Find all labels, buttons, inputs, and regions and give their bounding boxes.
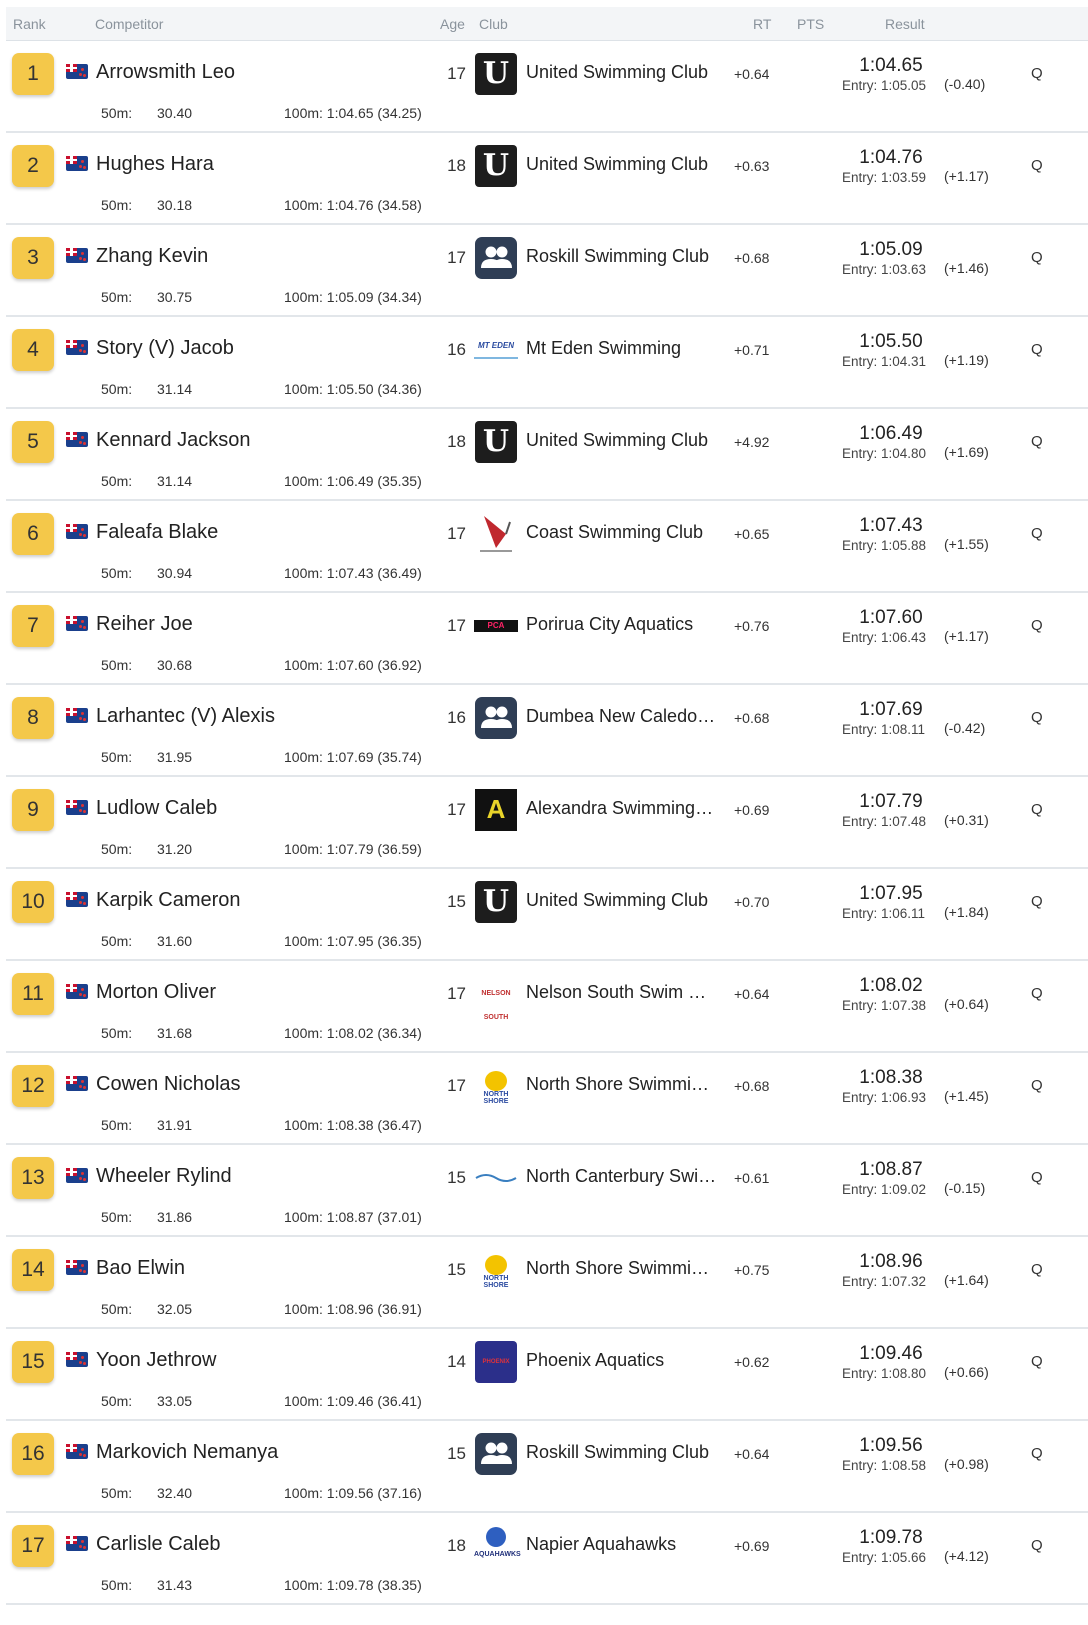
split-50-value: 30.18 bbox=[157, 197, 193, 213]
header-rank[interactable]: Rank bbox=[13, 16, 46, 32]
split-100: 100m: 1:08.02 (36.34) bbox=[284, 1025, 422, 1041]
people-placeholder-icon bbox=[475, 697, 517, 739]
nz-flag-icon bbox=[66, 432, 88, 447]
reaction-time: +0.69 bbox=[734, 802, 770, 818]
result-time: 1:09.46 bbox=[859, 1343, 923, 1364]
nz-flag-icon bbox=[66, 1444, 88, 1459]
rank-badge: 5 bbox=[12, 421, 54, 463]
competitor-name[interactable]: Ludlow Caleb bbox=[96, 797, 218, 819]
qualified-badge: Q bbox=[1031, 433, 1043, 450]
rank-badge: 7 bbox=[12, 605, 54, 647]
rank-badge: 4 bbox=[12, 329, 54, 371]
split-100: 100m: 1:04.65 (34.25) bbox=[284, 105, 422, 121]
reaction-time: +0.70 bbox=[734, 894, 770, 910]
header-result[interactable]: Result bbox=[885, 16, 925, 32]
entry-time: Entry: 1:06.43 bbox=[842, 630, 927, 645]
table-row[interactable] bbox=[6, 1145, 1088, 1237]
table-row[interactable] bbox=[6, 1053, 1088, 1145]
result-time: 1:09.56 bbox=[859, 1435, 923, 1456]
rank-badge: 11 bbox=[12, 973, 54, 1015]
club-name[interactable]: Roskill Swimming Club bbox=[526, 246, 710, 266]
entry-time: Entry: 1:07.38 bbox=[842, 998, 927, 1013]
qualified-badge: Q bbox=[1031, 1537, 1043, 1554]
nz-flag-icon bbox=[66, 524, 88, 539]
competitor-age: 16 bbox=[447, 708, 466, 727]
entry-diff: (+1.45) bbox=[944, 1088, 989, 1104]
entry-diff: (+1.69) bbox=[944, 444, 989, 460]
table-row[interactable] bbox=[6, 1237, 1088, 1329]
reaction-time: +0.64 bbox=[734, 986, 770, 1002]
napier-logo-text: AQUAHAWKS bbox=[474, 1551, 521, 1558]
north-shore-logo-icon bbox=[475, 1069, 517, 1103]
qualified-badge: Q bbox=[1031, 341, 1043, 358]
split-100: 100m: 1:06.49 (35.35) bbox=[284, 473, 422, 489]
split-100: 100m: 1:09.56 (37.16) bbox=[284, 1485, 422, 1501]
split-100: 100m: 1:05.09 (34.34) bbox=[284, 289, 422, 305]
competitor-name[interactable]: Story (V) Jacob bbox=[96, 337, 234, 359]
competitor-name[interactable]: Yoon Jethrow bbox=[96, 1349, 217, 1371]
nz-flag-icon bbox=[66, 1076, 88, 1091]
reaction-time: +0.62 bbox=[734, 1354, 770, 1370]
entry-diff: (+0.64) bbox=[944, 996, 989, 1012]
result-time: 1:08.02 bbox=[859, 975, 923, 996]
competitor-name[interactable]: Zhang Kevin bbox=[96, 245, 209, 267]
club-name[interactable]: Coast Swimming Club bbox=[526, 522, 704, 542]
split-100: 100m: 1:05.50 (34.36) bbox=[284, 381, 422, 397]
united-logo-icon: U bbox=[475, 421, 517, 463]
split-50-label: 50m: bbox=[101, 381, 133, 397]
entry-diff: (+1.17) bbox=[944, 168, 989, 184]
reaction-time: +0.61 bbox=[734, 1170, 770, 1186]
entry-time: Entry: 1:08.11 bbox=[842, 722, 926, 737]
result-time: 1:08.96 bbox=[859, 1251, 923, 1272]
result-time: 1:04.65 bbox=[859, 55, 923, 76]
split-100: 100m: 1:09.78 (38.35) bbox=[284, 1577, 422, 1593]
split-100: 100m: 1:07.69 (35.74) bbox=[284, 749, 422, 765]
competitor-name[interactable]: Faleafa Blake bbox=[96, 521, 219, 543]
split-100: 100m: 1:07.95 (36.35) bbox=[284, 933, 422, 949]
united-logo-icon: U bbox=[475, 881, 517, 923]
split-100: 100m: 1:08.96 (36.91) bbox=[284, 1301, 422, 1317]
reaction-time: +0.64 bbox=[734, 66, 770, 82]
competitor-name[interactable]: Carlisle Caleb bbox=[96, 1533, 221, 1555]
split-50-value: 33.05 bbox=[157, 1393, 193, 1409]
club-logo-icon bbox=[474, 972, 518, 1021]
split-50-label: 50m: bbox=[101, 1209, 133, 1225]
entry-diff: (+1.19) bbox=[944, 352, 989, 368]
club-name[interactable]: Nelson South Swim … bbox=[526, 982, 707, 1002]
nz-flag-icon bbox=[66, 984, 88, 999]
nelson-south-logo-icon: NELSON SOUTH bbox=[481, 990, 511, 1021]
nz-flag-icon bbox=[66, 708, 88, 723]
split-50-label: 50m: bbox=[101, 1117, 133, 1133]
competitor-age: 17 bbox=[447, 1076, 466, 1095]
rank-badge: 2 bbox=[12, 145, 54, 187]
split-100: 100m: 1:09.46 (36.41) bbox=[284, 1393, 422, 1409]
split-50-label: 50m: bbox=[101, 657, 133, 673]
qualified-badge: Q bbox=[1031, 65, 1043, 82]
split-50-label: 50m: bbox=[101, 1485, 133, 1501]
entry-time: Entry: 1:04.31 bbox=[842, 354, 927, 369]
competitor-age: 15 bbox=[447, 1260, 466, 1279]
results-rows bbox=[6, 41, 1088, 1605]
table-row[interactable] bbox=[6, 501, 1088, 593]
reaction-time: +0.68 bbox=[734, 1078, 770, 1094]
reaction-time: +0.68 bbox=[734, 250, 770, 266]
split-50-label: 50m: bbox=[101, 565, 133, 581]
result-time: 1:07.79 bbox=[859, 791, 923, 812]
result-time: 1:05.50 bbox=[859, 331, 923, 352]
club-logo-icon bbox=[474, 52, 518, 96]
nz-flag-icon bbox=[66, 1352, 88, 1367]
competitor-age: 16 bbox=[447, 340, 466, 359]
club-logo-icon bbox=[474, 1248, 518, 1292]
entry-diff: (-0.15) bbox=[944, 1180, 986, 1196]
coast-logo-icon bbox=[476, 512, 516, 556]
split-100: 100m: 1:07.60 (36.92) bbox=[284, 657, 422, 673]
split-100: 100m: 1:08.87 (37.01) bbox=[284, 1209, 422, 1225]
competitor-name[interactable]: Arrowsmith Leo bbox=[96, 61, 235, 83]
entry-diff: (+0.98) bbox=[944, 1456, 989, 1472]
header-age[interactable]: Age bbox=[440, 16, 465, 32]
club-logo-icon bbox=[474, 1432, 518, 1476]
nz-flag-icon bbox=[66, 64, 88, 79]
club-logo-icon bbox=[474, 420, 518, 464]
entry-diff: (+0.31) bbox=[944, 812, 989, 828]
united-logo-icon: U bbox=[475, 145, 517, 187]
result-time: 1:08.87 bbox=[859, 1159, 923, 1180]
competitor-age: 17 bbox=[447, 984, 466, 1003]
entry-time: Entry: 1:03.59 bbox=[842, 170, 927, 185]
table-header bbox=[6, 7, 1088, 41]
reaction-time: +0.64 bbox=[734, 1446, 770, 1462]
alexandra-logo-icon: A bbox=[475, 789, 517, 831]
rank-badge: 8 bbox=[12, 697, 54, 739]
competitor-name[interactable]: Bao Elwin bbox=[96, 1257, 185, 1279]
split-50-label: 50m: bbox=[101, 1393, 133, 1409]
reaction-time: +0.69 bbox=[734, 1538, 770, 1554]
split-50-label: 50m: bbox=[101, 1025, 133, 1041]
rank-badge: 14 bbox=[12, 1249, 54, 1291]
table-row[interactable] bbox=[6, 1421, 1088, 1513]
table-row[interactable] bbox=[6, 133, 1088, 225]
qualified-badge: Q bbox=[1031, 1261, 1043, 1278]
entry-diff: (+0.66) bbox=[944, 1364, 989, 1380]
split-50-label: 50m: bbox=[101, 473, 133, 489]
result-time: 1:05.09 bbox=[859, 239, 923, 260]
entry-time: Entry: 1:08.58 bbox=[842, 1458, 927, 1473]
table-row[interactable] bbox=[6, 777, 1088, 869]
competitor-name[interactable]: Hughes Hara bbox=[96, 153, 214, 175]
qualified-badge: Q bbox=[1031, 1169, 1043, 1186]
club-name[interactable]: Roskill Swimming Club bbox=[526, 1442, 710, 1462]
club-name[interactable]: North Shore Swimmi… bbox=[526, 1258, 710, 1278]
header-rt[interactable]: RT bbox=[753, 16, 772, 32]
qualified-badge: Q bbox=[1031, 249, 1043, 266]
result-time: 1:04.76 bbox=[859, 147, 923, 168]
qualified-badge: Q bbox=[1031, 525, 1043, 542]
competitor-age: 14 bbox=[447, 1352, 466, 1371]
nz-flag-icon bbox=[66, 616, 88, 631]
result-time: 1:07.69 bbox=[859, 699, 923, 720]
club-name[interactable]: North Canterbury Swi… bbox=[526, 1166, 717, 1186]
competitor-age: 17 bbox=[447, 800, 466, 819]
club-logo-icon bbox=[474, 512, 518, 556]
competitor-name[interactable]: Cowen Nicholas bbox=[96, 1073, 241, 1095]
split-100: 100m: 1:07.79 (36.59) bbox=[284, 841, 422, 857]
split-50-value: 31.60 bbox=[157, 933, 193, 949]
entry-diff: (-0.42) bbox=[944, 720, 986, 736]
competitor-age: 17 bbox=[447, 248, 466, 267]
entry-diff: (+1.55) bbox=[944, 536, 989, 552]
entry-diff: (+1.17) bbox=[944, 628, 989, 644]
club-logo-icon bbox=[474, 788, 518, 832]
club-name[interactable]: United Swimming Club bbox=[526, 62, 709, 82]
entry-diff: (-0.40) bbox=[944, 76, 986, 92]
split-50-label: 50m: bbox=[101, 1301, 133, 1317]
result-time: 1:07.43 bbox=[859, 515, 923, 536]
results-table bbox=[6, 7, 1088, 1605]
qualified-badge: Q bbox=[1031, 709, 1043, 726]
table-row[interactable] bbox=[6, 1513, 1088, 1605]
entry-diff: (+4.12) bbox=[944, 1548, 989, 1564]
nz-flag-icon bbox=[66, 892, 88, 907]
people-placeholder-icon bbox=[475, 237, 517, 279]
qualified-badge: Q bbox=[1031, 801, 1043, 818]
north-shore-logo-text: NORTH SHORE bbox=[483, 1091, 509, 1105]
split-50-value: 32.05 bbox=[157, 1301, 193, 1317]
split-50-value: 31.86 bbox=[157, 1209, 193, 1225]
club-name[interactable]: United Swimming Club bbox=[526, 890, 709, 910]
split-50-value: 32.40 bbox=[157, 1485, 193, 1501]
rank-badge: 16 bbox=[12, 1433, 54, 1475]
entry-diff: (+1.84) bbox=[944, 904, 989, 920]
rank-badge: 9 bbox=[12, 789, 54, 831]
entry-time: Entry: 1:06.11 bbox=[842, 906, 926, 921]
competitor-age: 18 bbox=[447, 156, 466, 175]
split-50-label: 50m: bbox=[101, 749, 133, 765]
result-time: 1:07.95 bbox=[859, 883, 923, 904]
table-row[interactable] bbox=[6, 961, 1088, 1053]
competitor-age: 15 bbox=[447, 1444, 466, 1463]
rank-badge: 1 bbox=[12, 53, 54, 95]
nz-flag-icon bbox=[66, 800, 88, 815]
table-row[interactable] bbox=[6, 685, 1088, 777]
qualified-badge: Q bbox=[1031, 1353, 1043, 1370]
entry-diff: (+1.64) bbox=[944, 1272, 989, 1288]
competitor-name[interactable]: Kennard Jackson bbox=[96, 429, 251, 451]
entry-time: Entry: 1:07.48 bbox=[842, 814, 927, 829]
qualified-badge: Q bbox=[1031, 157, 1043, 174]
header-club[interactable]: Club bbox=[479, 16, 508, 32]
nz-flag-icon bbox=[66, 340, 88, 355]
result-time: 1:08.38 bbox=[859, 1067, 923, 1088]
split-50-value: 31.68 bbox=[157, 1025, 193, 1041]
rank-badge: 3 bbox=[12, 237, 54, 279]
qualified-badge: Q bbox=[1031, 893, 1043, 910]
phoenix-logo-icon: PHOENIX bbox=[475, 1341, 517, 1383]
qualified-badge: Q bbox=[1031, 1445, 1043, 1462]
club-logo-icon bbox=[474, 236, 518, 280]
reaction-time: +0.63 bbox=[734, 158, 770, 174]
competitor-age: 18 bbox=[447, 432, 466, 451]
split-50-label: 50m: bbox=[101, 1577, 133, 1593]
header-competitor[interactable]: Competitor bbox=[95, 16, 164, 32]
split-50-value: 31.14 bbox=[157, 473, 193, 489]
club-logo-icon bbox=[474, 1524, 521, 1568]
competitor-age: 18 bbox=[447, 1536, 466, 1555]
nz-flag-icon bbox=[66, 156, 88, 171]
split-50-value: 31.43 bbox=[157, 1577, 193, 1593]
result-time: 1:09.78 bbox=[859, 1527, 923, 1548]
competitor-name[interactable]: Larhantec (V) Alexis bbox=[96, 705, 275, 727]
split-50-value: 31.20 bbox=[157, 841, 193, 857]
split-100: 100m: 1:04.76 (34.58) bbox=[284, 197, 422, 213]
reaction-time: +0.68 bbox=[734, 710, 770, 726]
table-row[interactable] bbox=[6, 593, 1088, 685]
entry-diff: (+1.46) bbox=[944, 260, 989, 276]
entry-time: Entry: 1:05.88 bbox=[842, 538, 927, 553]
split-50-value: 30.40 bbox=[157, 105, 193, 121]
mt-eden-logo-icon: MT EDEN bbox=[474, 341, 518, 359]
reaction-time: +0.75 bbox=[734, 1262, 770, 1278]
rank-badge: 12 bbox=[12, 1065, 54, 1107]
competitor-name[interactable]: Markovich Nemanya bbox=[96, 1441, 279, 1463]
split-50-value: 30.75 bbox=[157, 289, 193, 305]
header-pts[interactable]: PTS bbox=[797, 16, 825, 32]
club-name[interactable]: Dumbea New Caledo… bbox=[526, 706, 716, 726]
reaction-time: +4.92 bbox=[734, 434, 770, 450]
table-row[interactable] bbox=[6, 1329, 1088, 1421]
competitor-age: 17 bbox=[447, 616, 466, 635]
qualified-badge: Q bbox=[1031, 617, 1043, 634]
club-name[interactable]: North Shore Swimmi… bbox=[526, 1074, 710, 1094]
nz-flag-icon bbox=[66, 1168, 88, 1183]
club-name[interactable]: Mt Eden Swimming bbox=[526, 338, 682, 358]
nz-flag-icon bbox=[66, 1536, 88, 1551]
club-logo-icon bbox=[474, 328, 518, 372]
entry-time: Entry: 1:08.80 bbox=[842, 1366, 927, 1381]
people-placeholder-icon bbox=[475, 1433, 517, 1475]
rank-badge: 17 bbox=[12, 1525, 54, 1567]
entry-time: Entry: 1:04.80 bbox=[842, 446, 927, 461]
entry-time: Entry: 1:07.32 bbox=[842, 1274, 927, 1289]
club-logo-icon bbox=[474, 1156, 518, 1200]
qualified-badge: Q bbox=[1031, 985, 1043, 1002]
entry-time: Entry: 1:03.63 bbox=[842, 262, 927, 277]
split-50-label: 50m: bbox=[101, 841, 133, 857]
club-name[interactable]: Phoenix Aquatics bbox=[526, 1350, 665, 1370]
reaction-time: +0.71 bbox=[734, 342, 770, 358]
result-time: 1:06.49 bbox=[859, 423, 923, 444]
split-50-label: 50m: bbox=[101, 105, 133, 121]
competitor-age: 17 bbox=[447, 64, 466, 83]
reaction-time: +0.76 bbox=[734, 618, 770, 634]
split-100: 100m: 1:07.43 (36.49) bbox=[284, 565, 422, 581]
table-row[interactable] bbox=[6, 41, 1088, 133]
competitor-age: 15 bbox=[447, 892, 466, 911]
split-50-value: 30.68 bbox=[157, 657, 193, 673]
table-row[interactable] bbox=[6, 225, 1088, 317]
napier-logo-icon bbox=[474, 1525, 521, 1567]
result-time: 1:07.60 bbox=[859, 607, 923, 628]
club-logo-icon bbox=[474, 144, 518, 188]
split-50-value: 31.14 bbox=[157, 381, 193, 397]
club-name[interactable]: United Swimming Club bbox=[526, 154, 709, 174]
rank-badge: 10 bbox=[12, 881, 54, 923]
competitor-name[interactable]: Karpik Cameron bbox=[96, 889, 241, 911]
club-name[interactable]: United Swimming Club bbox=[526, 430, 709, 450]
club-logo-icon bbox=[474, 880, 518, 924]
club-logo-icon bbox=[474, 1064, 518, 1108]
split-100: 100m: 1:08.38 (36.47) bbox=[284, 1117, 422, 1133]
entry-time: Entry: 1:06.93 bbox=[842, 1090, 927, 1105]
club-name[interactable]: Napier Aquahawks bbox=[526, 1534, 677, 1554]
split-50-value: 31.95 bbox=[157, 749, 193, 765]
north-shore-logo-icon bbox=[475, 1253, 517, 1287]
club-logo-icon bbox=[474, 1340, 518, 1384]
table-row[interactable] bbox=[6, 409, 1088, 501]
nz-flag-icon bbox=[66, 248, 88, 263]
entry-time: Entry: 1:09.02 bbox=[842, 1182, 927, 1197]
north-shore-logo-text: NORTH SHORE bbox=[483, 1275, 509, 1289]
competitor-name[interactable]: Wheeler Rylind bbox=[96, 1165, 232, 1187]
reaction-time: +0.65 bbox=[734, 526, 770, 542]
split-50-label: 50m: bbox=[101, 933, 133, 949]
club-logo-icon bbox=[474, 696, 518, 740]
entry-time: Entry: 1:05.66 bbox=[842, 1550, 927, 1565]
competitor-name[interactable]: Reiher Joe bbox=[96, 613, 193, 635]
club-name[interactable]: Porirua City Aquatics bbox=[526, 614, 694, 634]
table-row[interactable] bbox=[6, 317, 1088, 409]
competitor-age: 15 bbox=[447, 1168, 466, 1187]
table-row[interactable] bbox=[6, 869, 1088, 961]
rank-badge: 13 bbox=[12, 1157, 54, 1199]
club-logo-icon bbox=[474, 604, 518, 648]
competitor-name[interactable]: Morton Oliver bbox=[96, 981, 217, 1003]
competitor-age: 17 bbox=[447, 524, 466, 543]
united-logo-icon: U bbox=[475, 53, 517, 95]
rank-badge: 15 bbox=[12, 1341, 54, 1383]
club-name[interactable]: Alexandra Swimming… bbox=[526, 798, 714, 818]
pca-logo-icon: PCA bbox=[474, 620, 518, 632]
split-50-value: 31.91 bbox=[157, 1117, 193, 1133]
split-50-label: 50m: bbox=[101, 289, 133, 305]
nz-flag-icon bbox=[66, 1260, 88, 1275]
qualified-badge: Q bbox=[1031, 1077, 1043, 1094]
entry-time: Entry: 1:05.05 bbox=[842, 78, 927, 93]
split-50-label: 50m: bbox=[101, 197, 133, 213]
rank-badge: 6 bbox=[12, 513, 54, 555]
north-canterbury-logo-icon bbox=[474, 1171, 518, 1185]
split-50-value: 30.94 bbox=[157, 565, 193, 581]
